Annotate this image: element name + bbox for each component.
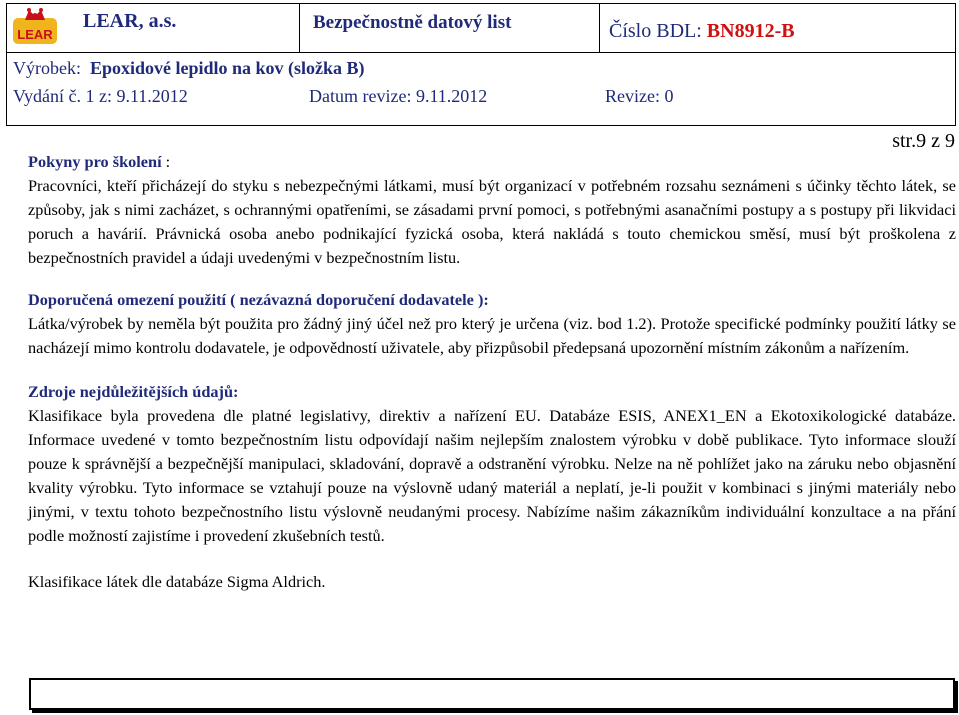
bdl-number: BN8912-B (706, 20, 795, 42)
restrictions-section (28, 288, 956, 360)
training-section (28, 150, 956, 270)
product-label: Výrobek: (13, 58, 81, 78)
document-header (6, 3, 956, 126)
revision-number: Revize: 0 (605, 86, 674, 106)
sources-text: Klasifikace byla provedena dle platné legislativy, direktiv a nařízení EU. Databáze ESIS, ANEX1_EN a Ekotoxikologické databáze. Informace uvedené v tomto bezpečnostním listu odpovídají našim nejlepším znalostem výrobku v době publikace. Tyto informace slouží pouze k správnější a bezpečnější manipulaci, skladování, dopravě a odstranění výrobku. Nelze na ně pohlížet jako na záruku nebo objasnění kvality výrobku. Tyto informace se vztahují pouze na výslovně udaný materiál a neplatí, je-li použit v kombinaci s jinými materiály nebo jinými, v textu tohoto bezpečnostního listu výslovně neudanými procesy. Nabízíme našim zákazníkům individuální konzultace a na přání podle možností zajistíme i provedení zkušebních testů. (28, 406, 956, 545)
bdl-number-field (609, 20, 795, 43)
bdl-label: Číslo BDL: (609, 20, 707, 42)
revision-date: Datum revize: 9.11.2012 (309, 86, 488, 106)
divider (299, 4, 300, 52)
training-text: Pracovníci, kteří přicházejí do styku s nebezpečnými látkami, musí být organizací v potřebném rozsahu seznámeni s účinky těchto látek, se způsoby, jak s nimi zacházet, s ochrannými opatřeními, se zásadami první pomoci, s potřebnými asanačními postupy a s postupy při likvidaci poruch a havárií. Právnická osoba anebo podnikající fyzická osoba, která nakládá s touto chemickou směsí, musí být proškolena z bezpečnostních pravidel a údaji uvedenými v bezpečnostním listu. (28, 176, 956, 267)
lear-logo (11, 6, 59, 50)
restrictions-heading: Doporučená omezení použití ( nezávazná doporučení dodavatele ): (28, 290, 489, 309)
company-name: LEAR, a.s. (83, 10, 177, 32)
document-body (28, 150, 956, 594)
page-number: str.9 z 9 (892, 130, 955, 152)
sources-heading: Zdroje nejdůležitějších údajů: (28, 382, 239, 401)
product-name: Epoxidové lepidlo na kov (složka B) (89, 58, 365, 78)
footer-box (29, 678, 955, 710)
divider (599, 4, 600, 52)
restrictions-text: Látka/výrobek by neměla být použita pro žádný jiný účel než pro který je určena (viz. bod 1.2). Protože specifické podmínky použití látky se nacházejí mimo kontrolu dodavatele, je odpovědností uživatele, aby přizpůsobil předepsaná upozornění místním zákonům a nařízením. (28, 314, 956, 357)
training-heading: Pokyny pro školení : (28, 152, 171, 171)
product-line (13, 58, 365, 79)
classification-note: Klasifikace látek dle databáze Sigma Aldrich. (28, 572, 326, 591)
sources-section (28, 380, 956, 548)
svg-text:LEAR: LEAR (17, 27, 53, 42)
issue-number: Vydání č. 1 z: 9.11.2012 (13, 86, 188, 106)
document-type: Bezpečnostně datový list (313, 12, 512, 33)
divider (7, 52, 955, 53)
